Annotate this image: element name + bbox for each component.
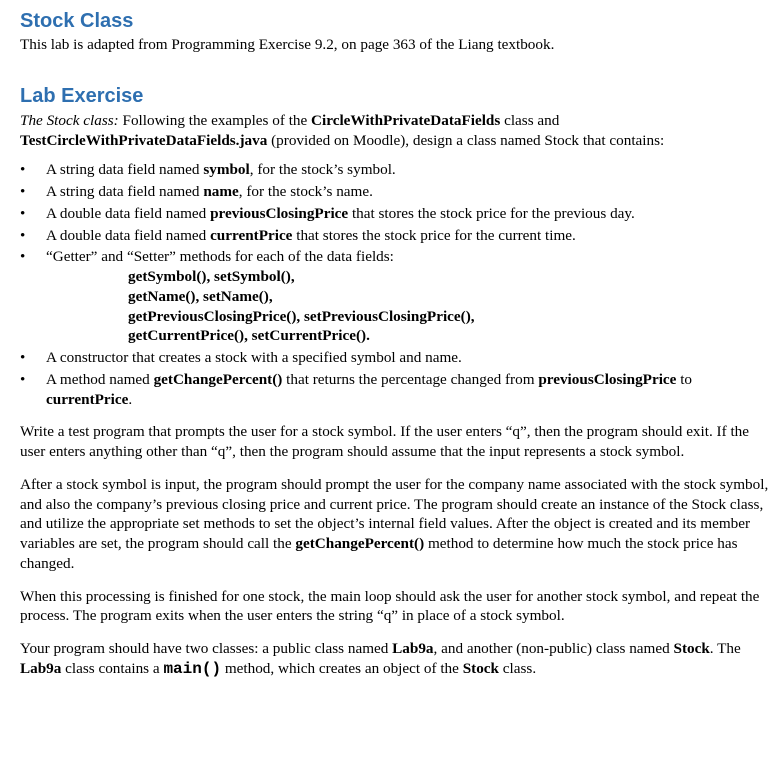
method-line: getCurrentPrice(), setCurrentPrice(). xyxy=(128,327,370,345)
list-item xyxy=(20,226,770,246)
list-item xyxy=(20,348,770,368)
para-text: method, which creates an object of the xyxy=(221,659,463,677)
para-bold: Stock xyxy=(462,659,499,677)
para-bold: Lab9a xyxy=(20,659,62,677)
para-bold: Stock xyxy=(673,640,710,657)
para-text: After a stock symbol is input, the program should prompt the user for the company name associated with the stock symbol, and also the company’s previous closing price and current price. The program should create an instance of the Stock class, and utilize the appropriate set methods to set the object’s internal field values. After the object is created and its member variables are set, the program should call the xyxy=(20,475,769,552)
para-bold: Lab9a xyxy=(392,640,434,657)
lead-text-2: class and xyxy=(500,111,560,129)
document-page xyxy=(20,8,770,680)
method-line: getPreviousClosingPrice(), setPreviousClosingPrice(), xyxy=(128,307,475,325)
lead-text-1: Following the examples of the xyxy=(118,111,312,129)
item-text: , for the stock’s symbol. xyxy=(249,161,396,179)
paragraph-main-loop: When this processing is finished for one stock, the main loop should ask the user for another stock symbol, and repeat the process. The program exits when the user enters the string “q” in place of a stock symbol. xyxy=(20,587,760,625)
item-text: that stores the stock price for the previous day. xyxy=(348,204,635,222)
list-item xyxy=(20,204,770,224)
item-text: “Getter” and “Setter” methods for each of the data fields: xyxy=(46,248,394,266)
method-line: getSymbol(), setSymbol(), xyxy=(128,268,295,285)
para-text: method to determine how much the stock price has changed. xyxy=(20,535,738,572)
item-bold: name xyxy=(203,183,239,200)
item-text: A string data field named xyxy=(46,183,204,200)
para-text: class. xyxy=(499,659,537,677)
item-text: that returns the percentage changed from xyxy=(282,370,539,388)
methods-block xyxy=(46,267,770,346)
code-main: main() xyxy=(163,659,222,678)
item-bold: previousClosingPrice xyxy=(538,370,677,388)
item-text: A double data field named xyxy=(46,204,211,222)
paragraph-classes xyxy=(20,639,770,680)
para-text: Your program should have two classes: a public class named xyxy=(20,640,393,657)
item-text: , for the stock’s name. xyxy=(238,183,373,200)
list-item xyxy=(20,160,770,180)
item-text: A double data field named xyxy=(46,226,211,244)
lead-text-3: (provided on Moodle), design a class named Stock that contains: xyxy=(267,131,665,149)
item-text: A method named xyxy=(46,370,154,388)
lead-bold-file: TestCircleWithPrivateDataFields.java xyxy=(20,131,268,149)
item-text: A string data field named xyxy=(46,161,204,179)
item-text: . xyxy=(128,390,133,408)
item-bold: currentPrice xyxy=(46,390,129,408)
item-text: that stores the stock price for the current time. xyxy=(292,226,576,244)
para-text: , and another (non-public) class named xyxy=(433,640,674,657)
item-text: A constructor that creates a stock with a specified symbol and name. xyxy=(46,349,462,366)
lead-paragraph xyxy=(20,111,770,151)
paragraph-test-program: Write a test program that prompts the user for a stock symbol. If the user enters “q”, then the program should exit. If the user enters anything other than “q”, then the program should assume that the input represents a stock symbol. xyxy=(20,423,750,460)
item-bold: symbol xyxy=(203,161,250,179)
list-item xyxy=(20,247,770,346)
requirements-list xyxy=(20,160,770,409)
list-item xyxy=(20,182,770,202)
heading-stock-class: Stock Class xyxy=(20,10,134,32)
para-text: class contains a xyxy=(61,659,164,677)
lead-bold-class: CircleWithPrivateDataFields xyxy=(311,111,501,129)
item-bold: currentPrice xyxy=(210,226,293,244)
heading-lab-exercise: Lab Exercise xyxy=(20,84,144,107)
intro-paragraph: This lab is adapted from Programming Exercise 9.2, on page 363 of the Liang textbook. xyxy=(20,36,555,53)
lead-italic: The Stock class: xyxy=(20,111,119,129)
item-bold: previousClosingPrice xyxy=(210,204,349,222)
para-bold: getChangePercent() xyxy=(295,535,425,552)
list-item xyxy=(20,370,770,410)
para-text: . The xyxy=(709,640,741,657)
paragraph-processing xyxy=(20,475,770,574)
item-bold: getChangePercent() xyxy=(153,370,283,388)
item-text: to xyxy=(676,370,693,388)
method-line: getName(), setName(), xyxy=(128,287,273,305)
